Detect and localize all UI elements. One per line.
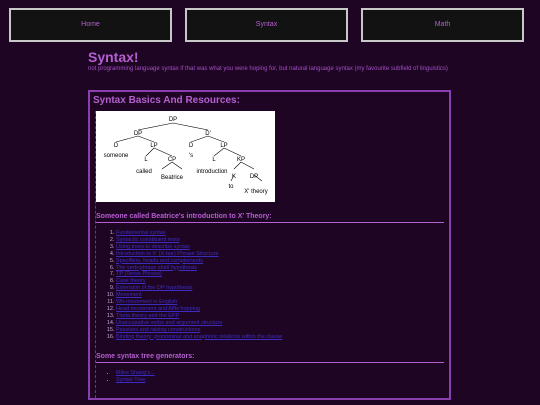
tree-node: KP: [236, 157, 246, 163]
tree-node: 's: [188, 153, 194, 159]
tree-node: L: [144, 157, 148, 163]
tree-node: DP: [168, 117, 178, 123]
list-item: [116, 230, 446, 237]
nav-math-button[interactable]: Math: [361, 8, 524, 42]
list-item: [116, 244, 446, 251]
tree-node: CP: [167, 157, 177, 163]
section-title-generators: Some syntax tree generators:: [96, 353, 195, 360]
tree-node: called: [136, 169, 152, 175]
section-divider: [96, 362, 444, 363]
section-title-xbar: Someone called Beatrice's introduction to X' Theory:: [96, 213, 272, 220]
top-navigation: [9, 8, 527, 44]
list-item: [116, 278, 446, 285]
reference-link[interactable]: Introduction to X' (X-bar) Phrase Structure: [116, 250, 219, 257]
tree-node: to: [228, 184, 234, 190]
reference-link[interactable]: TP (Tense Phrase): [116, 271, 162, 278]
reference-link[interactable]: Syntactic constituent tests: [116, 236, 180, 243]
tree-node: DP: [133, 131, 143, 137]
list-item: [116, 334, 446, 341]
tree-node: D: [113, 143, 119, 149]
reference-link[interactable]: Binding theory: pronominal and anaphoric relations within the clause: [116, 333, 283, 340]
list-item: [116, 306, 446, 313]
reference-link[interactable]: The verb-phrase shell hypothesis: [116, 264, 198, 271]
tree-node: X' theory: [244, 189, 268, 195]
tree-node: Beatrice: [160, 175, 184, 181]
section-divider: [96, 222, 444, 223]
reference-link[interactable]: Unaccusative verbs and argument structure: [116, 319, 223, 326]
reference-link[interactable]: Case theory: [116, 278, 146, 285]
list-item: [116, 327, 446, 334]
list-item: [116, 237, 446, 244]
list-item: [116, 370, 155, 377]
reference-link[interactable]: Passives and raising constructions: [116, 326, 201, 333]
reference-link[interactable]: Fundamental syntax: [116, 230, 166, 236]
panel-title: Syntax Basics And Resources:: [93, 95, 240, 106]
tree-node: introduction: [196, 169, 228, 175]
list-item: [116, 251, 446, 258]
page-title: Syntax!: [88, 49, 139, 65]
nav-syntax-button[interactable]: Syntax: [185, 8, 348, 42]
list-item: [116, 292, 446, 299]
list-item: [116, 285, 446, 292]
tree-node: L: [212, 157, 216, 163]
list-item: [116, 377, 155, 384]
page-subtitle: not programming language syntax if that was what you were hoping for, but natural language syntax (my favourite subfield of linguistics): [88, 66, 448, 72]
reference-link[interactable]: Using trees to describe syntax: [116, 243, 190, 250]
list-item: [116, 258, 446, 265]
tree-generator-list: [96, 370, 155, 384]
tree-node: someone: [103, 153, 129, 159]
reference-link[interactable]: Theta theory and the EPP: [116, 312, 180, 319]
list-item: [116, 299, 446, 306]
tree-node: LP: [150, 143, 158, 149]
tree-node: DP: [249, 174, 259, 180]
generator-link[interactable]: Syntax Tree: [116, 377, 146, 383]
syntax-tree-diagram: [96, 111, 275, 202]
generator-link[interactable]: Miles Shang's...: [116, 370, 155, 376]
tree-node: K: [231, 174, 237, 180]
tree-node: LP: [220, 143, 228, 149]
tree-node: D': [205, 131, 211, 137]
reference-link[interactable]: Head movement and Affix hopping: [116, 305, 200, 312]
tree-node: D: [188, 143, 194, 149]
reference-link[interactable]: Movement: [116, 292, 142, 299]
nav-home-button[interactable]: Home: [9, 8, 172, 42]
reference-link[interactable]: Extension of the DP hypothesis: [116, 285, 193, 292]
reference-link[interactable]: Wh-movement in English: [116, 299, 178, 306]
list-item: [116, 271, 446, 278]
xbar-reference-list: [96, 230, 446, 341]
list-item: [116, 265, 446, 272]
list-item: [116, 313, 446, 320]
list-item: [116, 320, 446, 327]
reference-link[interactable]: Specifiers, heads and complements: [116, 257, 204, 264]
